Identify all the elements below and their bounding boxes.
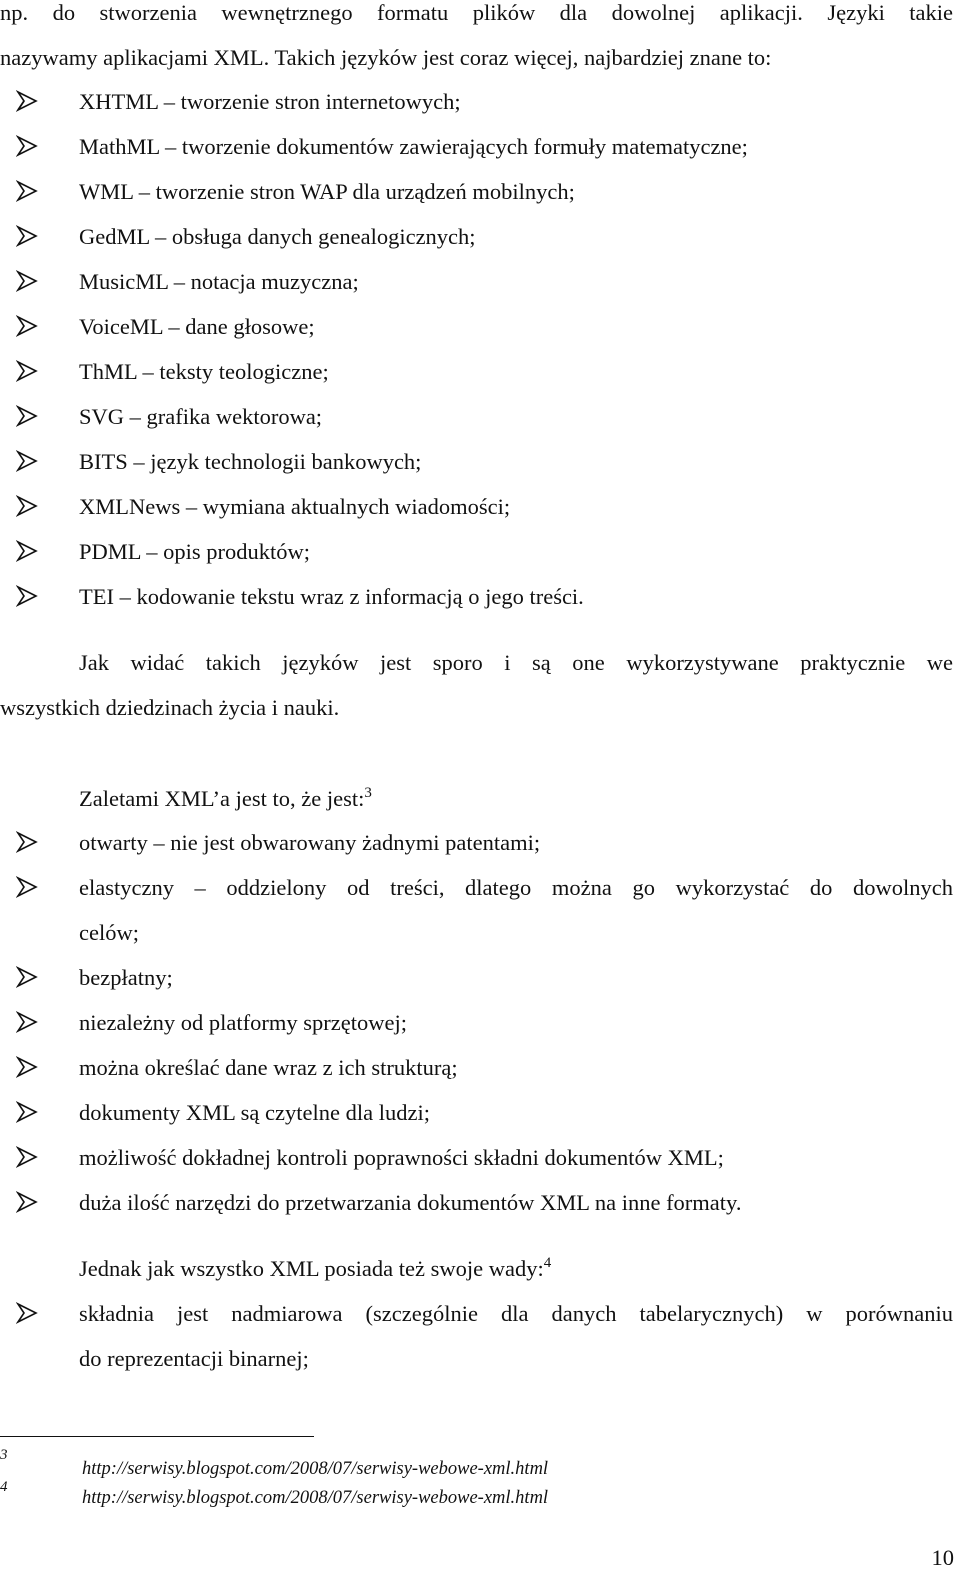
list-item-text: PDML – opis produktów;: [79, 539, 311, 564]
arrowhead-bullet-icon: [16, 1056, 38, 1078]
arrowhead-bullet-icon: [16, 831, 38, 853]
list-item-text: XHTML – tworzenie stron internetowych;: [79, 89, 461, 114]
footnote-link[interactable]: http://serwisy.blogspot.com/2008/07/serwisy-webowe-xml.html: [82, 1459, 549, 1479]
arrowhead-bullet-icon: [16, 876, 38, 898]
arrowhead-bullet-icon: [16, 360, 38, 382]
footnote-number: 4: [0, 1479, 8, 1495]
list-item-text: ThML – teksty teologiczne;: [79, 359, 329, 384]
list-item-text: MathML – tworzenie dokumentów zawierających formuły matematyczne;: [79, 134, 748, 159]
list-item-text: otwarty – nie jest obwarowany żadnymi patentami;: [79, 830, 541, 855]
arrowhead-bullet-icon: [16, 495, 38, 517]
arrowhead-bullet-icon: [16, 1191, 38, 1213]
disadvantages-heading: Jednak jak wszystko XML posiada też swoje wady:$^4$: [79, 1255, 552, 1281]
list-item-text: niezależny od platformy sprzętowej;: [79, 1010, 407, 1035]
arrowhead-bullet-icon: [16, 1101, 38, 1123]
intro-line-1: np. do stworzenia wewnętrznego formatu plików dla dowolnej aplikacji. Języki takie: [0, 0, 953, 25]
arrowhead-bullet-icon: [16, 225, 38, 247]
list-item-text: można określać dane wraz z ich strukturą;: [79, 1055, 458, 1080]
list-item-text: MusicML – notacja muzyczna;: [79, 269, 359, 294]
arrowhead-bullet-icon: [16, 135, 38, 157]
arrowhead-bullet-icon: [16, 90, 38, 112]
advantages-heading: Zaletami XML’a jest to, że jest:$^3$: [79, 785, 372, 811]
list-item-text: dokumenty XML są czytelne dla ludzi;: [79, 1100, 430, 1125]
footnote-ref: 3: [364, 785, 372, 801]
summary-line-2: wszystkich dziedzinach życia i nauki.: [0, 695, 340, 720]
arrowhead-bullet-icon: [16, 1011, 38, 1033]
arrowhead-bullet-icon: [16, 315, 38, 337]
footnote-link[interactable]: http://serwisy.blogspot.com/2008/07/serwisy-webowe-xml.html: [82, 1488, 549, 1508]
list-item-text: GedML – obsługa danych genealogicznych;: [79, 224, 476, 249]
page-number: 10: [931, 1545, 954, 1570]
list-item-text: BITS – język technologii bankowych;: [79, 449, 422, 474]
list-item-text-continued: do reprezentacji binarnej;: [79, 1346, 309, 1371]
arrowhead-bullet-icon: [16, 1146, 38, 1168]
footnote-ref: 4: [543, 1255, 552, 1271]
list-item-text: VoiceML – dane głosowe;: [79, 314, 315, 339]
list-item-text-continued: celów;: [79, 920, 139, 945]
arrowhead-bullet-icon: [16, 1302, 38, 1324]
list-item-text: TEI – kodowanie tekstu wraz z informacją o jego treści.: [79, 584, 584, 609]
list-item-text: elastyczny – oddzielony od treści, dlatego można go wykorzystać do dowolnych: [79, 875, 953, 900]
arrowhead-bullet-icon: [16, 270, 38, 292]
list-item-text: XMLNews – wymiana aktualnych wiadomości;: [79, 494, 511, 519]
arrowhead-bullet-icon: [16, 405, 38, 427]
footnote-number: 3: [0, 1447, 8, 1463]
arrowhead-bullet-icon: [16, 540, 38, 562]
list-item-text: duża ilość narzędzi do przetwarzania dokumentów XML na inne formaty.: [79, 1190, 742, 1215]
list-item-text: bezpłatny;: [79, 965, 173, 990]
intro-line-2: nazywamy aplikacjami XML. Takich języków jest coraz więcej, najbardziej znane to:: [0, 45, 772, 70]
list-item-text: możliwość dokładnej kontroli poprawności składni dokumentów XML;: [79, 1145, 724, 1170]
list-item-text: WML – tworzenie stron WAP dla urządzeń mobilnych;: [79, 179, 575, 204]
summary-line-1: Jak widać takich języków jest sporo i są one wykorzystywane praktycznie we: [79, 650, 953, 675]
footnote-separator: [0, 1436, 314, 1437]
list-item-text: składnia jest nadmiarowa (szczególnie dla danych tabelarycznych) w porównaniu: [79, 1301, 953, 1326]
arrowhead-bullet-icon: [16, 966, 38, 988]
list-item-text: SVG – grafika wektorowa;: [79, 404, 323, 429]
arrowhead-bullet-icon: [16, 450, 38, 472]
arrowhead-bullet-icon: [16, 180, 38, 202]
arrowhead-bullet-icon: [16, 585, 38, 607]
